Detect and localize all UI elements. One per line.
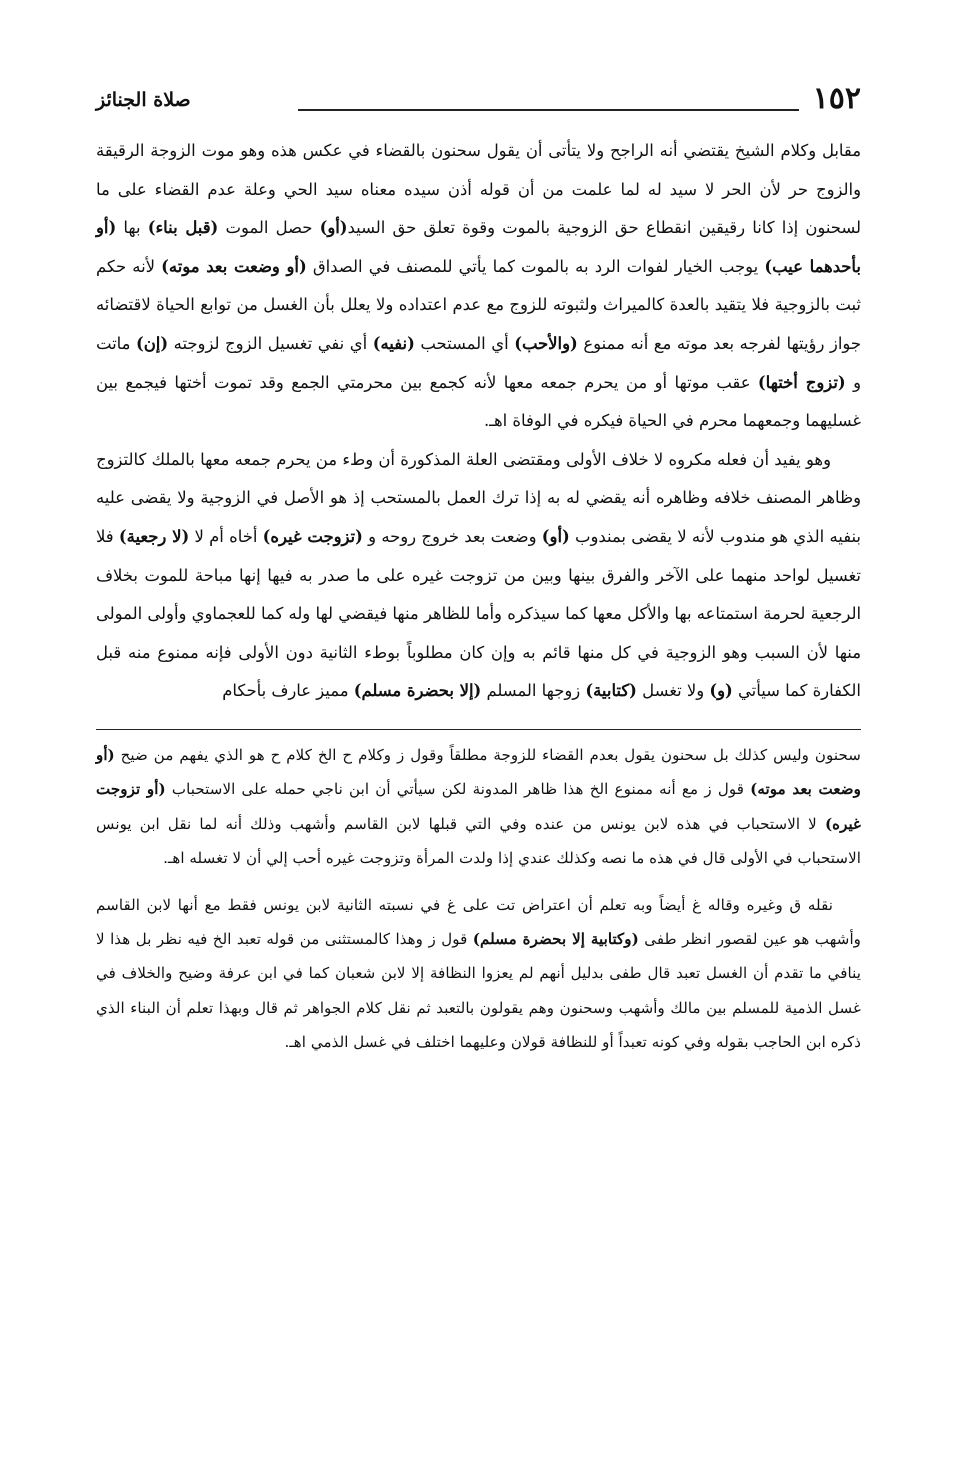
text-segment: قول ز وهذا كالمستثنى من قوله تعبد الخ فيه نظر بل هذا لا ينافي ما تقدم أن الغسل تعبد قال طفى بدليل أنهم لم يعزوا النظافة إلا لابن شعبان كما في ابن عرفة وضيح والخلاف في غسل الذمية للمسلم بين مالك وأشهب وسحنون وهم يقولون بالتعبد ثم نقل كلام الجواهر ثم قال وبهذا تعلم أن البناء الذي ذكره ابن الحاجب بقوله وفي كونه تعبداً أو للنظافة قولان وعليهما اختلف في غسل الذمي اهـ.	[96, 929, 861, 1052]
text-segment: لأنه حكم ثبت بالزوجية فلا يتقيد بالعدة كالميراث ولثبوته للزوج مع عدم اعتداده ولا يعلل بأن الغسل من توابع الحياة لاقتضائه جواز رؤيتها لفرجه بعد موته مع أنه ممنوع	[96, 256, 862, 353]
body-paragraph	[96, 441, 861, 711]
footnote-paragraph	[96, 738, 861, 876]
text-segment: نقله ق وغيره وقاله غ أيضاً وبه تعلم أن اعتراض تت على غ في نسبته الثانية لابن يونس فقط مع أنها لابن القاسم وأشهب هو عين لقصور انظر طفى	[96, 895, 861, 948]
text-segment: أي المستحب	[414, 333, 515, 353]
book-page	[96, 82, 861, 1060]
bold-segment: (وكتابية إلا بحضرة مسلم)	[472, 929, 639, 948]
page-number: ١٥٢	[812, 81, 861, 116]
text-segment: سحنون وليس كذلك بل سحنون يقول بعدم القضاء للزوجة مطلقاً وقول ز وكلام ح الخ كلام ح هو الذي يفهم من ضيح	[114, 745, 861, 764]
text-segment: أخاه أم لا	[189, 526, 263, 546]
bold-segment: (أو بأحدهما عيب)	[96, 218, 861, 276]
text-segment: فلا تغسيل لواحد منهما على الآخر والفرق بينها وبين من تزوجت غيره على ما صدر به فيها إنها مباحة للموت بخلاف الرجعية لحرمة استمتاعه بها والأكل معها كما سيذكره وأما للظاهر منها فيقضي لها وله كما للعجماوي وأولى المولى منها لأن السبب وهو الزوجية في كل منها قائم به وإن كان مطلوباً بوطء الثانية دون الأولى فإنه ممنوع منه قبل الكفارة كما سيأتي	[96, 526, 861, 701]
running-title: صلاة الجنائز	[96, 89, 191, 111]
bold-segment: (أو)	[319, 218, 348, 238]
text-segment: بها	[116, 218, 148, 238]
bold-segment: (أو وضعت بعد موته)	[161, 256, 307, 276]
text-segment: مميز عارف بأحكام	[222, 681, 354, 701]
text-segment: عقب موتها أو من يحرم جمعه معها لأنه كجمع بين محرمتي الجمع وقد تموت أختها فيجمع بين غسليهما وجمعهما محرم في الحياة فيكره في الوفاة اهـ.	[96, 372, 861, 431]
text-segment: قول ز مع أنه ممنوع الخ هذا ظاهر المدونة لكن سيأتي أن ابن ناجي حمله على الاستحباب	[165, 780, 751, 799]
text-segment: وضعت بعد خروج روحه و	[362, 526, 542, 546]
text-segment: لا الاستحباب في هذه لابن يونس من عنده وفي التي قبلها لابن القاسم وأشهب وذلك أنه لما نقل ابن يونس الاستحباب في الأولى قال في هذه ما نصه وكذلك عندي إذا ولدت المرأة وتزوجت غيره أحب إلي أن لا تغسله اهـ.	[96, 814, 861, 868]
bold-segment: (أو تزوجت غيره)	[96, 780, 861, 833]
footnote-paragraph	[96, 888, 861, 1060]
header-rule	[298, 109, 799, 111]
bold-segment: (والأحب)	[514, 333, 578, 353]
text-segment: ماتت و	[96, 333, 862, 392]
bold-segment: (إن)	[136, 333, 169, 353]
bold-segment: (إلا بحضرة مسلم)	[353, 681, 482, 701]
bold-segment: (قبل بناء)	[147, 218, 219, 238]
bold-segment: (و)	[709, 681, 733, 701]
text-segment: حصل الموت	[218, 218, 320, 238]
bold-segment: (تزوج أختها)	[757, 372, 846, 392]
text-segment: ولا تغسل	[636, 681, 710, 701]
bold-segment: (أو وضعت بعد موته)	[96, 745, 861, 799]
bold-segment: (نفيه)	[372, 333, 415, 353]
text-segment: أي نفي تغسيل الزوج لزوجته	[168, 333, 373, 353]
bold-segment: (كتابية)	[585, 681, 637, 701]
bold-segment: (لا رجعية)	[118, 526, 190, 546]
text-segment: وهو يفيد أن فعله مكروه لا خلاف الأولى ومقتضى العلة المذكورة أن وطء من يحرم جمعه معها بالملك كالتزوج وظاهر المصنف خلافه وظاهره أنه يقضي له به إذا ترك العمل بالمستحب إذ هو الأصل في الزوجية ولا يقضى عليه بنفيه الذي هو مندوب لأنه لا يقضى بمندوب	[96, 449, 861, 546]
text-segment: مقابل وكلام الشيخ يقتضي أنه الراجح ولا يتأتى أن يقول سحنون بالقضاء في عكس هذه وهو موت الزوجة الرقيقة والزوج حر لأن الحر لا سيد له لما علمت من أن قوله أذن سيده معناه سيد الحي وعلة عدم القضاء على ما لسحنون إذا كانا رقيقين انقطاع حق الزوجية بالموت وقوة تعلق حق السيد	[96, 141, 862, 238]
text-segment: زوجها المسلم	[481, 681, 586, 701]
bold-segment: (أو)	[541, 526, 570, 546]
footnote-separator	[96, 729, 861, 730]
text-segment: يوجب الخيار لفوات الرد به بالموت كما يأتي للمصنف في الصداق	[306, 256, 765, 276]
page-header	[96, 82, 861, 126]
main-text	[96, 132, 861, 711]
footnotes	[96, 738, 861, 1060]
bold-segment: (تزوجت غيره)	[262, 526, 363, 546]
body-paragraph	[96, 132, 861, 441]
